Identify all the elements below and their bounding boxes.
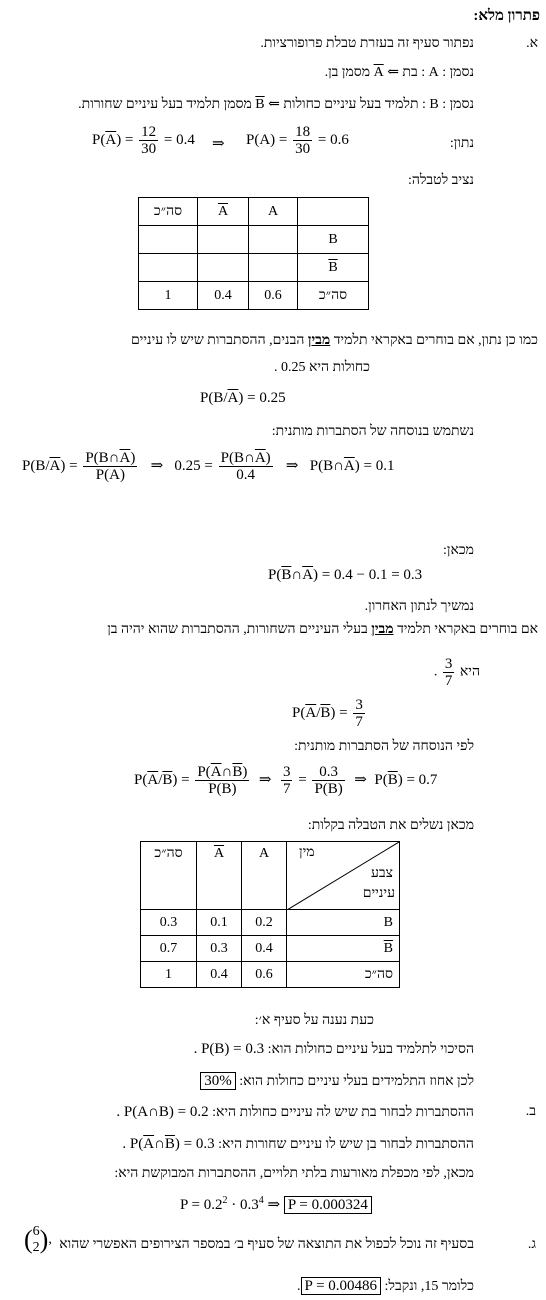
continue-text: נמשיך לנתון האחרון. <box>364 599 474 614</box>
answer-intro: כעת נענה על סעיף א׳: <box>254 1013 374 1028</box>
part-b-line-2: ההסתברות לבחור בן שיש לו עיניים שחורות היא: $P(\overline{A}\cap\overline{B}) = 0.3$ . <box>122 1136 474 1152</box>
corner-gender: מין <box>299 845 315 860</box>
part-b-line-1: ההסתברות לבחור בת שיש לה עיניים כחולות היא: P(A∩B) = 0.2 . <box>116 1104 474 1120</box>
table2-row-total: סה״כ <box>287 962 400 988</box>
given-label: נתון: <box>449 136 474 151</box>
table1-header-blank <box>298 198 369 226</box>
table2-not-b-not-a: 0.3 <box>197 936 242 962</box>
table2-corner <box>287 842 400 910</box>
table2-header-a: A <box>242 842 287 910</box>
binom-top: 6 <box>32 1224 40 1239</box>
table1-row-b: B <box>298 226 369 254</box>
table1-header-not-a: $\overline{A}$ <box>198 198 249 226</box>
implies-arrow: ⇒ <box>212 136 225 152</box>
part-c-line-2: כלומר 15, ונקבל: P = 0.00486. <box>297 1278 474 1294</box>
solution-header: פתרון מלא: <box>473 8 540 24</box>
part-c-label: ג. <box>527 1237 536 1252</box>
part-a-label: א. <box>526 36 538 51</box>
corner-eyes: עיניים <box>362 886 395 901</box>
table2-row-b: B <box>287 910 400 936</box>
complete-table-text: מכאן נשלים את הטבלה בקלות: <box>307 818 474 833</box>
paragraph-2-line-1: אם בוחרים באקראי תלמיד מבין בעלי העיניים השחורות, ההסתברות שהוא יהיה בן <box>107 622 538 637</box>
eq-final-b: $P = 0.2^2 \cdot 0.3^4$ ⇒ P = 0.000324 <box>180 1195 372 1214</box>
paragraph-2-line-2: היא $\frac{3}{7}$ . <box>433 656 480 689</box>
eq-conditional-1: $P(B/\overline{A}) = 0.25$ <box>200 390 286 406</box>
part-b-label: ב. <box>525 1104 536 1119</box>
final-answer-box-c: P = 0.00486 <box>301 1277 382 1295</box>
part-a-intro: נפתור סעיף זה בעזרת טבלת פרופורציות. <box>260 36 474 51</box>
table-cell <box>198 226 249 254</box>
table1-total-not-a: 0.4 <box>198 282 249 310</box>
by-formula: לפי הנוסחה של הסתברות מותנית: <box>294 739 474 754</box>
table2-header-total: סה״כ <box>141 842 197 910</box>
given-eq-1: $P(\overline{A})$ = $\frac{12}{30}$ = 0.4 <box>92 124 195 157</box>
table-cell <box>249 226 298 254</box>
table-cell <box>139 254 198 282</box>
notation-a: נסמן : A : בת ⇐ A מסמן בן. <box>324 65 474 80</box>
hence-label: מכאן: <box>442 543 474 558</box>
part-b-line-3: מכאן, לפי מכפלת מאורעות בלתי תלויים, ההסתברות המבוקשת היא: <box>114 1166 474 1181</box>
paragraph-1-line-2: כחולות היא 0.25 . <box>273 360 370 375</box>
answer-pct: לכן אחוז התלמידים בעלי עיניים כחולות הוא: 30% <box>200 1073 474 1090</box>
table2-row-not-b: $\overline{B}$ <box>287 936 400 962</box>
table-cell <box>139 226 198 254</box>
proportion-table-complete <box>140 841 400 988</box>
eq-chain-1: $P(B/\overline{A})$ = $\frac{P(B\cap\overline{A})}{P(\overline{A})}$ ⇒ 0.25 = $\frac{P(B\cap\overline{A})}{0.4}$ ⇒ $P(B\cap\overline{A}) = 0.1$ <box>22 450 395 483</box>
table2-b-a: 0.2 <box>242 910 287 936</box>
part-c-line-1: בסעיף זה נוכל לכפול את התוצאה של סעיף ב׳ במספר הצירופים האפשרי שהוא <box>59 1237 474 1252</box>
table2-b-total: 0.3 <box>141 910 197 936</box>
table2-total-not-a: 0.4 <box>197 962 242 988</box>
table2-total-a: 0.6 <box>242 962 287 988</box>
table-cell <box>249 254 298 282</box>
paragraph-1-line-1: כמו כן נתון, אם בוחרים באקראי תלמיד מבין הבנים, ההסתברות שיש לו עיניים <box>130 333 538 348</box>
eq-hence: $P(\overline{B}\cap\overline{A}) = 0.4 - 0.1 = 0.3$ <box>268 567 423 583</box>
table1-total-a: 0.6 <box>249 282 298 310</box>
notation-b: נסמן : B : תלמיד בעל עיניים כחולות ⇐ B מסמן תלמיד בעל עיניים שחורות. <box>78 97 474 112</box>
answer-pct-box: 30% <box>200 1072 236 1090</box>
table2-header-not-a: $\overline{A}$ <box>197 842 242 910</box>
use-formula: נשתמש בנוסחה של הסתברות מותנית: <box>271 424 474 439</box>
final-answer-box-b: P = 0.000324 <box>284 1196 372 1214</box>
answer-prob: הסיכוי לתלמיד בעל עיניים כחולות הוא: P(B) = 0.3 . <box>193 1041 474 1057</box>
table-intro: נציב לטבלה: <box>407 173 474 188</box>
table2-not-b-a: 0.4 <box>242 936 287 962</box>
binomial-coefficient: (6 2), <box>24 1224 52 1255</box>
proportion-table-empty <box>138 197 369 310</box>
table-cell <box>198 254 249 282</box>
corner-color: צבע <box>370 866 393 881</box>
table1-total-total: 1 <box>139 282 198 310</box>
eq-chain-2: $P(\overline{A}/\overline{B})$ = $\frac{P(\overline{A}\cap\overline{B})}{P(\overline{B})}$ ⇒ $\frac{3}{7}$ = $\frac{0.3}{P(\overline{B})}$ ⇒ $P(\overline{B}) = 0.7$ <box>134 764 438 797</box>
binom-bottom: 2 <box>32 1240 40 1255</box>
table2-not-b-total: 0.7 <box>141 936 197 962</box>
eq-conditional-2: $P(\overline{A}/\overline{B})$ = $\frac{3}{7}$ <box>292 697 363 730</box>
table1-row-not-b: $\overline{B}$ <box>298 254 369 282</box>
table1-header-total: סה״כ <box>139 198 198 226</box>
given-eq-2: P(A) = $\frac{18}{30}$ = 0.6 <box>246 124 349 157</box>
table1-row-total: סה״כ <box>298 282 369 310</box>
table2-total-total: 1 <box>141 962 197 988</box>
table1-header-a: A <box>249 198 298 226</box>
table2-b-not-a: 0.1 <box>197 910 242 936</box>
